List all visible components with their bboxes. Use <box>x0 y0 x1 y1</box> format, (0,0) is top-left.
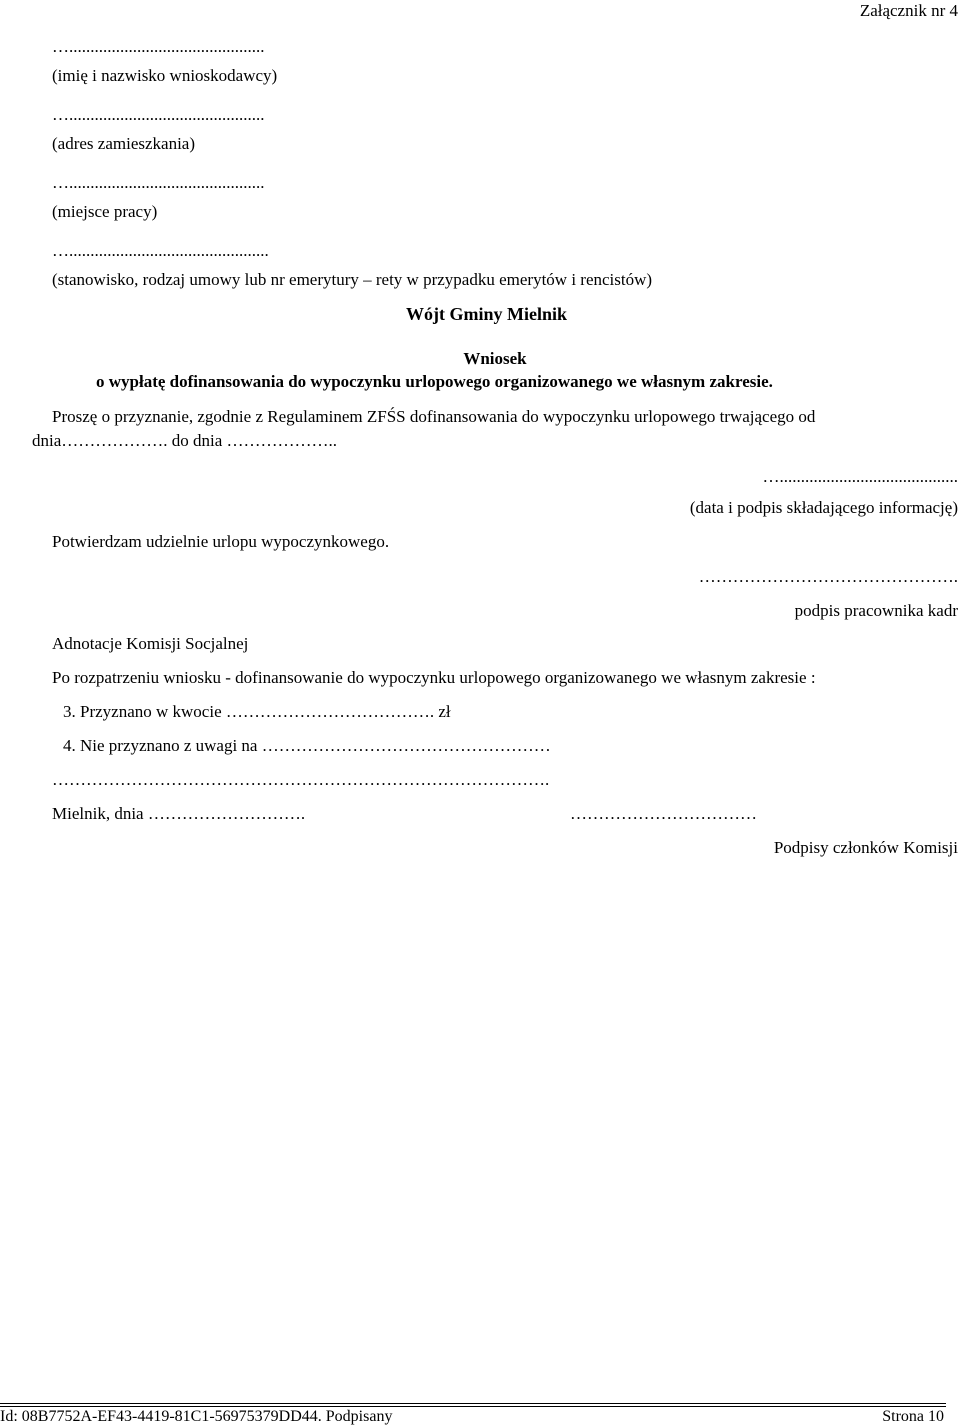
hr-signature-dots: ………………………………………. <box>698 567 958 586</box>
applicant-name-label: (imię i nazwisko wnioskodawcy) <box>52 66 278 85</box>
position-dots: …............................................... <box>52 241 269 260</box>
applicant-signature-label: (data i podpis składającego informację) <box>689 498 958 517</box>
footer-rule <box>0 1403 946 1404</box>
address-dots: ….............................................. <box>52 105 265 124</box>
document-subtitle: o wypłatę dofinansowania do wypoczynku urlopowego organizowanego we własnym zakresie. <box>96 372 773 391</box>
document-title: Wniosek <box>463 349 527 368</box>
workplace-label: (miejsce pracy) <box>52 202 158 221</box>
reason-continuation: ……………………………………………………………………………. <box>52 770 550 789</box>
committee-heading: Adnotacje Komisji Socjalnej <box>52 634 249 653</box>
not-granted-reason: 4. Nie przyznano z uwagi na …………………………………………… <box>63 736 551 755</box>
granted-amount: 3. Przyznano w kwocie ………………………………. zł <box>63 702 451 721</box>
request-line-2: dnia………………. do dnia ……………….. <box>32 431 338 450</box>
committee-decision-intro: Po rozpatrzeniu wniosku - dofinansowanie do wypoczynku urlopowego organizowanego we własnym zakresie : <box>52 668 816 687</box>
applicant-name-dots: ….............................................. <box>52 37 265 56</box>
attachment-label: Załącznik nr 4 <box>859 1 958 20</box>
position-label: (stanowisko, rodzaj umowy lub nr emerytury – rety w przypadku emerytów i rencistów) <box>52 270 653 289</box>
committee-signatures-dots: …………………………… <box>570 804 757 823</box>
footer-document-id: Id: 08B7752A-EF43-4419-81C1-56975379DD44. Podpisany <box>0 1408 393 1425</box>
leave-confirmation: Potwierdzam udzielnie urlopu wypoczynkowego. <box>52 532 390 551</box>
hr-signature-label: podpis pracownika kadr <box>794 601 958 620</box>
address-label: (adres zamieszkania) <box>52 134 195 153</box>
request-line-1: Proszę o przyznanie, zgodnie z Regulaminem ZFŚS dofinansowania do wypoczynku urlopowego trwającego od <box>52 407 816 426</box>
committee-signatures-label: Podpisy członków Komisji <box>773 838 958 857</box>
recipient: Wójt Gminy Mielnik <box>406 304 567 324</box>
workplace-dots: ….............................................. <box>52 173 265 192</box>
footer-page-number: Strona 10 <box>882 1408 944 1425</box>
place-date: Mielnik, dnia ………………………. <box>52 804 306 823</box>
applicant-signature-dots: ….......................................... <box>762 467 958 486</box>
